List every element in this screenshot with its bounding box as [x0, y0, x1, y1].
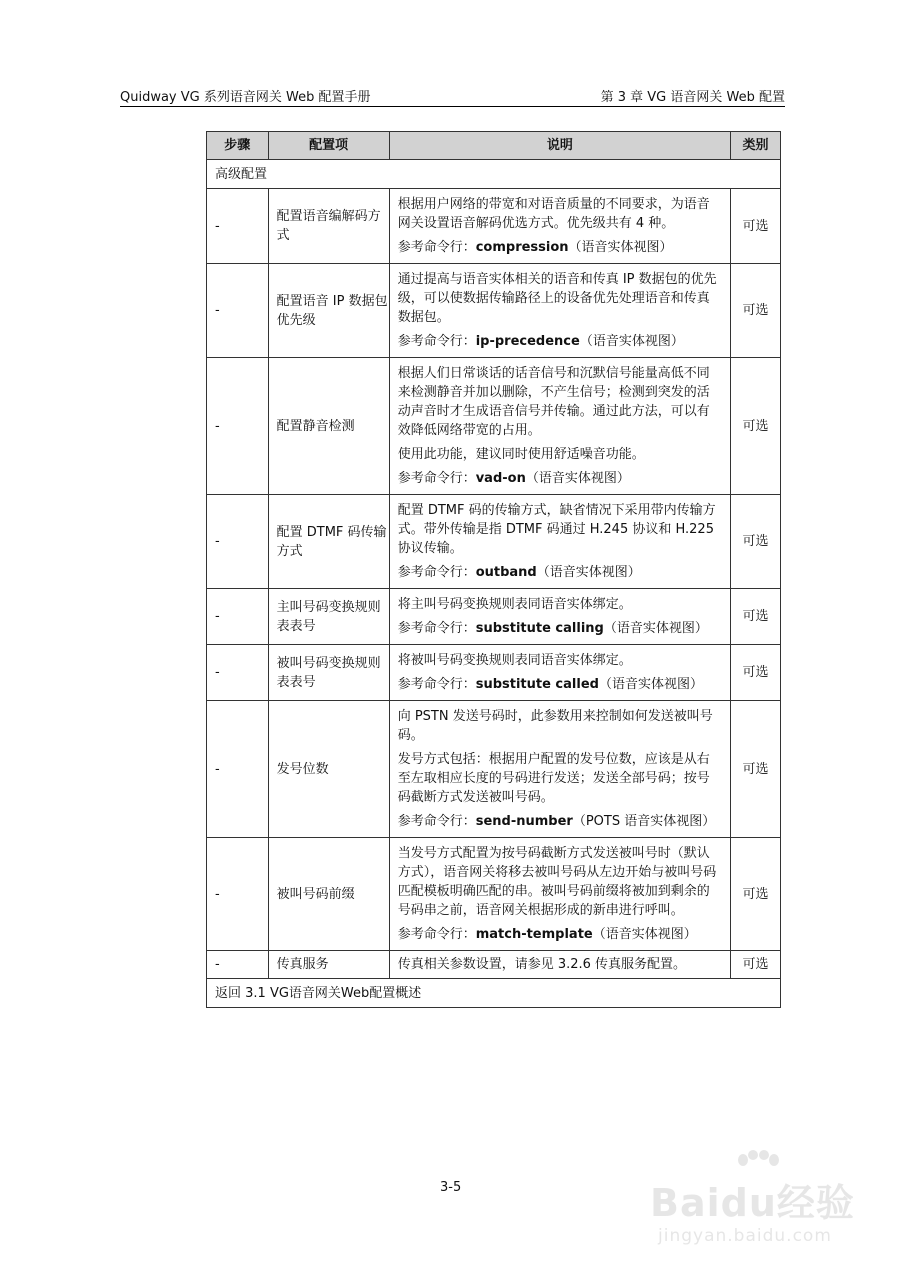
row-description: 传真相关参数设置，请参见 3.2.6 传真服务配置。 [389, 951, 730, 979]
table-header-row [207, 132, 781, 160]
reference-command [398, 812, 722, 831]
row-description [389, 495, 730, 589]
row-config-item: 被叫号码前缀 [268, 838, 389, 951]
config-table [206, 131, 781, 1008]
row-config-item: 配置静音检测 [268, 358, 389, 495]
command-prefix: 参考命令行： [397, 240, 476, 255]
reference-command [398, 469, 722, 488]
reference-command [398, 619, 722, 638]
command-view: （语音实体视图） [536, 565, 641, 580]
command-view: （语音实体视图） [568, 240, 673, 255]
description-paragraph: 将主叫号码变换规则表同语音实体绑定。 [397, 597, 632, 612]
command-keyword: substitute called [475, 677, 599, 692]
row-config-item: 被叫号码变换规则表表号 [268, 645, 389, 701]
description-paragraph: 通过提高与语音实体相关的语音和传真 IP 数据包的优先级，可以使数据传输路径上的设备优先处理语音和传真数据包。 [397, 272, 717, 325]
row-config-item: 传真服务 [268, 951, 389, 979]
section-title: 高级配置 [207, 160, 781, 189]
row-type: 可选 [731, 838, 781, 951]
command-keyword: compression [475, 240, 569, 255]
col-step: 步骤 [207, 132, 269, 160]
description-paragraph: 根据人们日常谈话的话音信号和沉默信号能量高低不同来检测静音并加以删除，不产生信号；检测到突发的活动声音时才生成语音信号并传输。通过此方法，可以有效降低网络带宽的占用。 [397, 366, 710, 438]
command-prefix: 参考命令行： [397, 621, 476, 636]
description-paragraph: 向 PSTN 发送号码时，此参数用来控制如何发送被叫号码。 [397, 709, 713, 743]
command-keyword: outband [475, 565, 537, 580]
description-paragraph: 使用此功能，建议同时使用舒适噪音功能。 [397, 447, 645, 462]
command-view: （语音实体视图） [579, 334, 684, 349]
command-prefix: 参考命令行： [397, 677, 476, 692]
row-step: - [207, 645, 269, 701]
row-step: - [207, 189, 269, 264]
row-step: - [207, 951, 269, 979]
command-keyword: substitute calling [475, 621, 604, 636]
baidu-watermark [640, 1150, 870, 1250]
command-keyword: match-template [475, 927, 593, 942]
command-view: （语音实体视图） [592, 927, 697, 942]
col-desc: 说明 [389, 132, 730, 160]
row-step: - [207, 264, 269, 358]
table-row [207, 189, 781, 264]
row-config-item: 配置语音 IP 数据包优先级 [268, 264, 389, 358]
command-view: （语音实体视图） [525, 471, 630, 486]
reference-command [398, 332, 722, 351]
col-type: 类别 [731, 132, 781, 160]
row-step: - [207, 358, 269, 495]
table-row [207, 358, 781, 495]
command-prefix: 参考命令行： [397, 334, 476, 349]
footer-row [207, 979, 781, 1008]
command-keyword: vad-on [475, 471, 526, 486]
description-paragraph: 当发号方式配置为按号码截断方式发送被叫号时（默认方式），语音网关将移去被叫号码从左边开始与被叫号码匹配模板明确匹配的串。被叫号码前缀将被加到剩余的号码串之前，语音网关根据形成的新串进行呼叫。 [397, 846, 717, 918]
row-config-item: 主叫号码变换规则表表号 [268, 589, 389, 645]
page-header [120, 86, 785, 108]
row-type: 可选 [731, 264, 781, 358]
command-view: （POTS 语音实体视图） [572, 814, 716, 829]
row-type: 可选 [731, 358, 781, 495]
col-item: 配置项 [268, 132, 389, 160]
row-description [389, 264, 730, 358]
row-config-item: 配置 DTMF 码传输方式 [268, 495, 389, 589]
row-type: 可选 [731, 951, 781, 979]
table-row [207, 951, 781, 979]
row-description [389, 358, 730, 495]
row-type: 可选 [731, 589, 781, 645]
row-description [389, 589, 730, 645]
description-paragraph: 配置 DTMF 码的传输方式，缺省情况下采用带内传输方式。带外传输是指 DTMF 码通过 H.245 协议和 H.225 协议传输。 [397, 503, 716, 556]
table-row [207, 701, 781, 838]
command-prefix: 参考命令行： [397, 565, 476, 580]
row-description [389, 701, 730, 838]
table-row [207, 495, 781, 589]
command-prefix: 参考命令行： [397, 471, 476, 486]
row-step: - [207, 701, 269, 838]
command-keyword: ip-precedence [475, 334, 580, 349]
page-number: 3-5 [440, 1180, 462, 1195]
command-view: （语音实体视图） [598, 677, 703, 692]
description-paragraph: 发号方式包括：根据用户配置的发号位数，应该是从右至左取相应长度的号码进行发送；发送全部号码；按号码截断方式发送被叫号码。 [397, 752, 710, 805]
header-manual-title: Quidway VG 系列语音网关 Web 配置手册 [120, 90, 371, 105]
command-keyword: send-number [475, 814, 573, 829]
description-paragraph: 将被叫号码变换规则表同语音实体绑定。 [397, 653, 632, 668]
watermark-brand: Baidu经验 [650, 1181, 855, 1225]
row-step: - [207, 589, 269, 645]
command-view: （语音实体视图） [603, 621, 708, 636]
section-row [207, 160, 781, 189]
reference-command [398, 238, 722, 257]
command-prefix: 参考命令行： [397, 814, 476, 829]
header-chapter-title: 第 3 章 VG 语音网关 Web 配置 [600, 90, 785, 105]
table-row [207, 838, 781, 951]
table-row [207, 264, 781, 358]
reference-command [398, 563, 722, 582]
header-divider [120, 106, 785, 107]
row-config-item: 配置语音编解码方式 [268, 189, 389, 264]
row-config-item: 发号位数 [268, 701, 389, 838]
row-type: 可选 [731, 495, 781, 589]
table-row [207, 589, 781, 645]
row-description [389, 189, 730, 264]
row-description [389, 838, 730, 951]
row-step: - [207, 838, 269, 951]
row-description [389, 645, 730, 701]
row-type: 可选 [731, 701, 781, 838]
row-type: 可选 [731, 645, 781, 701]
description-paragraph: 根据用户网络的带宽和对语音质量的不同要求，为语音网关设置语音解码优选方式。优先级共有 4 种。 [397, 197, 710, 231]
row-type: 可选 [731, 189, 781, 264]
watermark-url: jingyan.baidu.com [658, 1226, 832, 1246]
reference-command [398, 925, 722, 944]
row-step: - [207, 495, 269, 589]
reference-command [398, 675, 722, 694]
back-to-overview-link[interactable]: 返回 3.1 VG语音网关Web配置概述 [207, 979, 781, 1008]
command-prefix: 参考命令行： [397, 927, 476, 942]
table-row [207, 645, 781, 701]
